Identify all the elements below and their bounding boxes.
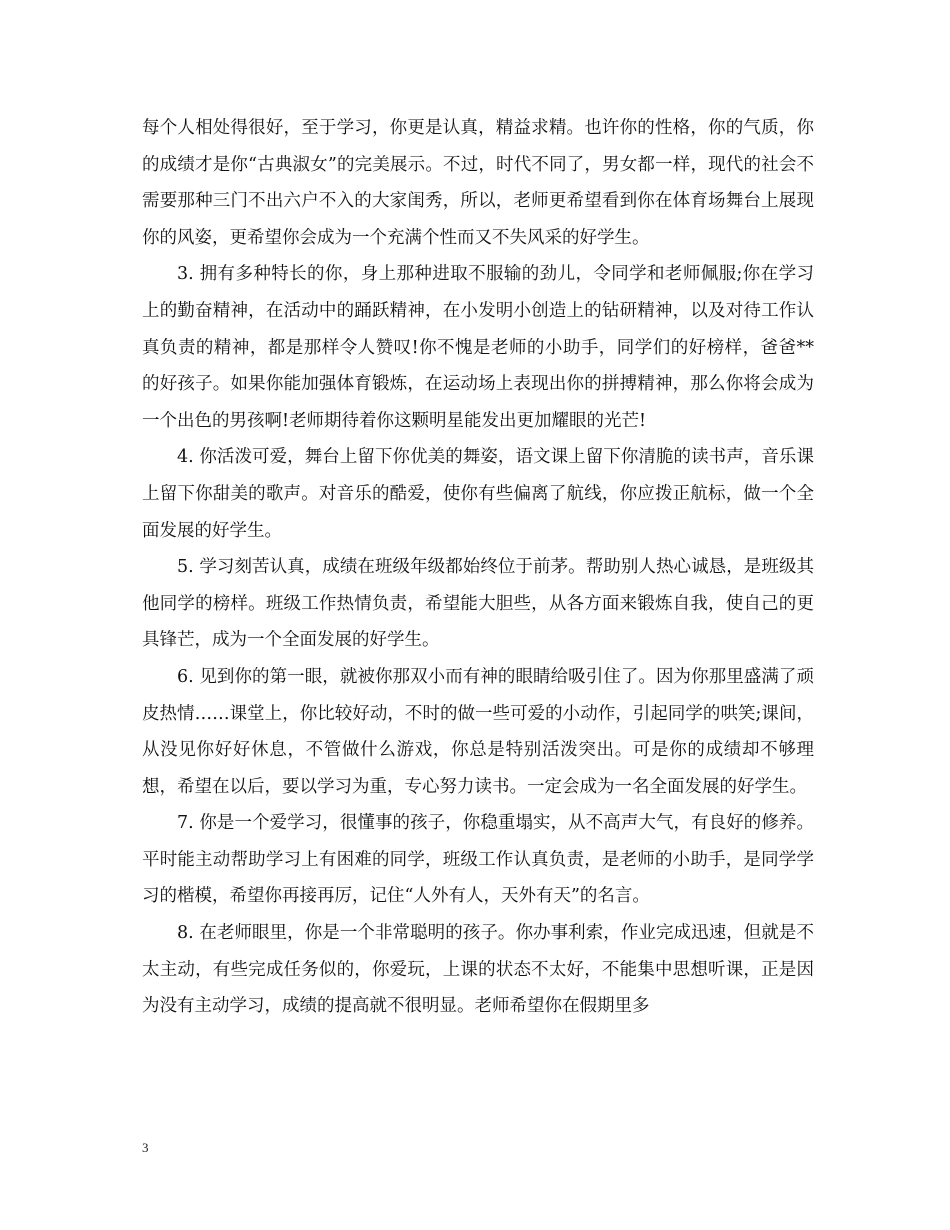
paragraph: 每个人相处得很好，至于学习，你更是认真，精益求精。也许你的性格，你的气质，你的成绩才是你“古典淑女”的完美展示。不过，时代不同了，男女都一样，现代的社会不需要那种三门不出六户不入的大家闺秀，所以，老师更希望看到你在体育场舞台上展现你的风姿，更希望你会成为一个充满个性而又不失风采的好学生。 — [142, 118, 814, 248]
body-text — [142, 110, 814, 1025]
paragraph: 8. 在老师眼里，你是一个非常聪明的孩子。你办事利索，作业完成迅速，但就是不太主动，有些完成任务似的，你爱玩，上课的状态不太好，不能集中思想听课，正是因为没有主动学习，成绩的提高就不很明显。老师希望你在假期里多 — [142, 923, 814, 1017]
paragraph: 4. 你活泼可爱，舞台上留下你优美的舞姿，语文课上留下你清脆的读书声，音乐课上留下你甜美的歌声。对音乐的酷爱，使你有些偏离了航线，你应拨正航标，做一个全面发展的好学生。 — [142, 447, 814, 541]
paragraph: 7. 你是一个爱学习，很懂事的孩子，你稳重塌实，从不高声大气，有良好的修养。平时能主动帮助学习上有困难的同学，班级工作认真负责，是老师的小助手，是同学学习的楷模，希望你再接再厉，记住“人外有人，天外有天”的名言。 — [142, 813, 814, 907]
page-number: 3 — [142, 1140, 149, 1155]
paragraph: 5. 学习刻苦认真，成绩在班级年级都始终位于前茅。帮助别人热心诚恳，是班级其他同学的榜样。班级工作热情负责，希望能大胆些，从各方面来锻炼自我，使自己的更具锋芒，成为一个全面发展的好学生。 — [142, 557, 814, 651]
paragraph: 3. 拥有多种特长的你，身上那种进取不服输的劲儿，令同学和老师佩服;你在学习上的勤奋精神，在活动中的踊跃精神，在小发明小创造上的钻研精神，以及对待工作认真负责的精神，都是那样令人赞叹!你不愧是老师的小助手，同学们的好榜样，爸爸**的好孩子。如果你能加强体育锻炼，在运动场上表现出你的拼搏精神，那么你将会成为一个出色的男孩啊!老师期待着你这颗明星能发出更加耀眼的光芒! — [142, 264, 814, 431]
paragraph: 6. 见到你的第一眼，就被你那双小而有神的眼睛给吸引住了。因为你那里盛满了顽皮热情……课堂上，你比较好动，不时的做一些可爱的小动作，引起同学的哄笑;课间，从没见你好好休息，不管做什么游戏，你总是特别活泼突出。可是你的成绩却不够理想，希望在以后，要以学习为重，专心努力读书。一定会成为一名全面发展的好学生。 — [142, 666, 814, 797]
